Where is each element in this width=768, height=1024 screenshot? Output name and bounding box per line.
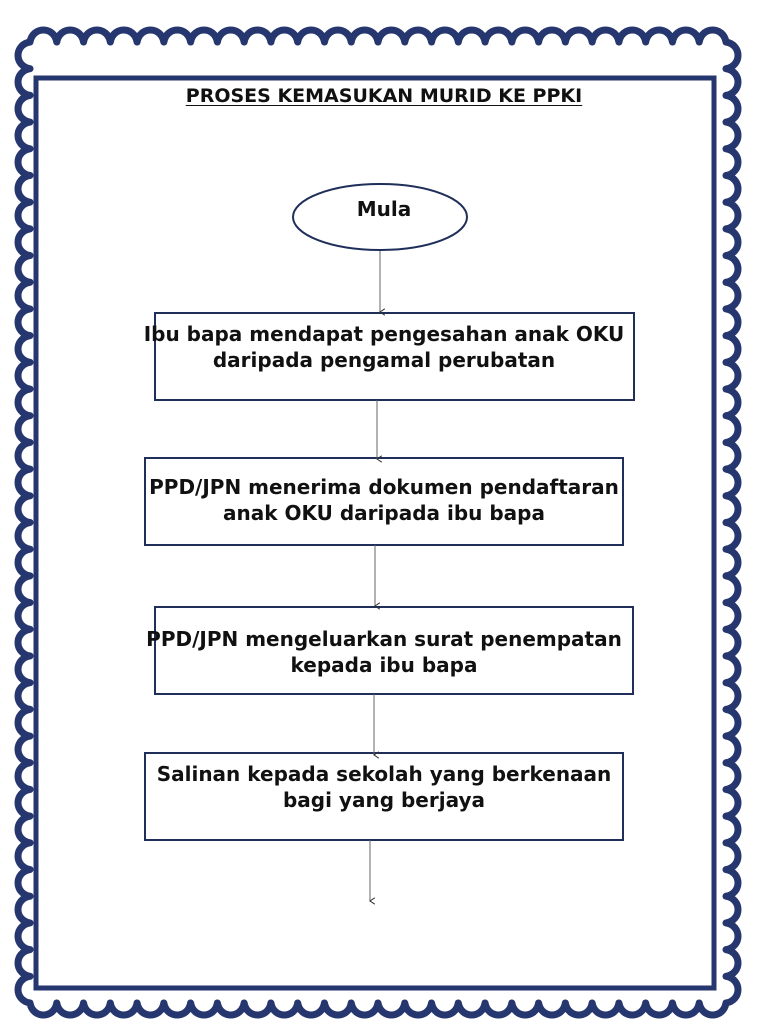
page-title: PROSES KEMASUKAN MURID KE PPKI	[185, 85, 583, 107]
start-label: Mula	[356, 197, 412, 221]
step-2-text	[84, 474, 684, 526]
step-4-line-1: Salinan kepada sekolah yang berkenaan	[156, 762, 612, 786]
step-1-text	[84, 321, 684, 373]
step-3-line-2: kepada ibu bapa	[290, 653, 478, 677]
step-4-line-2: bagi yang berjaya	[282, 788, 485, 812]
step-1-line-2: daripada pengamal perubatan	[212, 348, 556, 372]
step-3-line-1: PPD/JPN mengeluarkan surat penempatan	[146, 627, 622, 651]
step-2-line-1: PPD/JPN menerima dokumen pendaftaran	[149, 475, 619, 499]
step-2-line-2: anak OKU daripada ibu bapa	[223, 501, 545, 525]
step-3-text	[84, 626, 684, 678]
step-1-line-1: Ibu bapa mendapat pengesahan anak OKU	[143, 322, 625, 346]
step-4-text	[84, 761, 684, 813]
